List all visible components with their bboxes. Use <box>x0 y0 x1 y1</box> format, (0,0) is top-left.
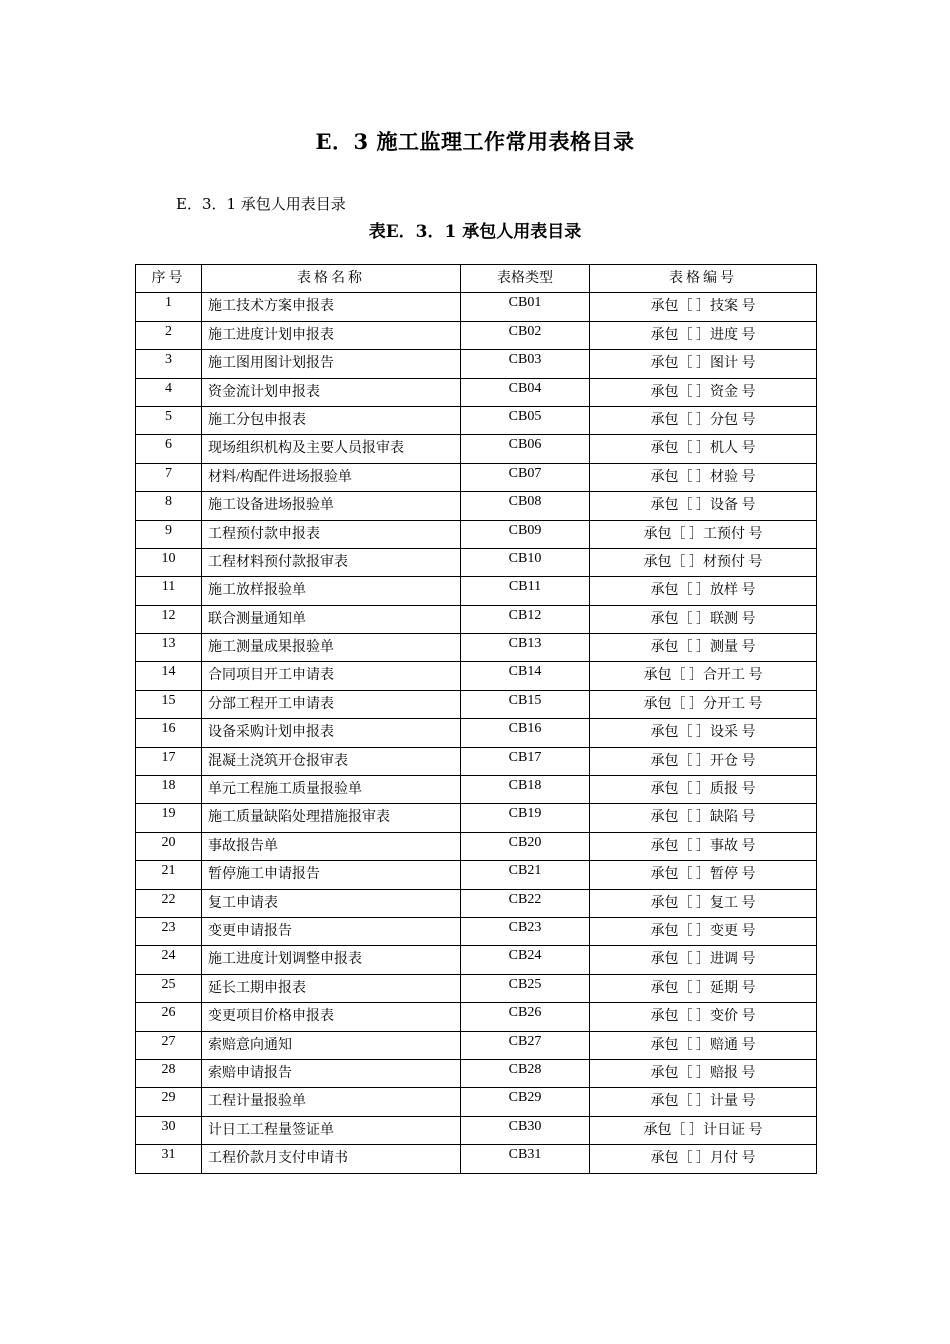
table-row <box>136 605 817 633</box>
row-serial-no: 12 <box>136 605 202 633</box>
table-row <box>136 804 817 832</box>
row-serial-no: 27 <box>136 1031 202 1059</box>
table-row <box>136 1088 817 1116</box>
row-form-type: CB17 <box>461 747 590 775</box>
row-serial-no: 2 <box>136 321 202 349</box>
row-form-code: 承包［ ］变更 号 <box>590 917 817 945</box>
table-row <box>136 463 817 491</box>
table-body <box>136 293 817 1173</box>
table-row <box>136 577 817 605</box>
row-form-code: 承包［ ］暂停 号 <box>590 861 817 889</box>
table-row <box>136 634 817 662</box>
row-form-code: 承包［ ］工预付 号 <box>590 520 817 548</box>
row-form-code: 承包［ ］进度 号 <box>590 321 817 349</box>
row-form-name: 施工分包申报表 <box>202 406 461 434</box>
document-title: E．3 施工监理工作常用表格目录 <box>315 129 635 154</box>
row-form-name: 联合测量通知单 <box>202 605 461 633</box>
row-serial-no: 3 <box>136 350 202 378</box>
header-form-type: 表格类型 <box>461 265 590 293</box>
row-form-code: 承包［ ］赔通 号 <box>590 1031 817 1059</box>
table-caption: 表E．3．1 承包人用表目录 <box>368 222 582 242</box>
table-row <box>136 520 817 548</box>
row-form-code: 承包［ ］月付 号 <box>590 1145 817 1173</box>
table-row <box>136 889 817 917</box>
header-form-name: 表格名称 <box>202 265 461 293</box>
row-form-name: 混凝土浇筑开仓报审表 <box>202 747 461 775</box>
row-form-name: 施工放样报验单 <box>202 577 461 605</box>
row-form-code: 承包［ ］合开工 号 <box>590 662 817 690</box>
row-form-name: 变更申请报告 <box>202 917 461 945</box>
row-form-type: CB18 <box>461 776 590 804</box>
header-serial-no: 序号 <box>136 265 202 293</box>
table-row <box>136 1116 817 1144</box>
row-form-code: 承包［ ］计量 号 <box>590 1088 817 1116</box>
table-row <box>136 435 817 463</box>
row-form-name: 工程材料预付款报审表 <box>202 548 461 576</box>
row-form-type: CB10 <box>461 548 590 576</box>
table-row <box>136 776 817 804</box>
row-serial-no: 26 <box>136 1003 202 1031</box>
row-form-name: 暂停施工申请报告 <box>202 861 461 889</box>
row-form-code: 承包［ ］机人 号 <box>590 435 817 463</box>
row-serial-no: 22 <box>136 889 202 917</box>
row-form-type: CB29 <box>461 1088 590 1116</box>
row-form-code: 承包［ ］质报 号 <box>590 776 817 804</box>
row-form-type: CB28 <box>461 1059 590 1087</box>
row-form-type: CB04 <box>461 378 590 406</box>
table-row <box>136 662 817 690</box>
row-form-name: 施工设备进场报验单 <box>202 492 461 520</box>
row-form-code: 承包［ ］复工 号 <box>590 889 817 917</box>
table-row <box>136 1003 817 1031</box>
table-row <box>136 917 817 945</box>
row-serial-no: 17 <box>136 747 202 775</box>
row-form-name: 合同项目开工申请表 <box>202 662 461 690</box>
row-form-code: 承包［ ］材验 号 <box>590 463 817 491</box>
row-serial-no: 13 <box>136 634 202 662</box>
row-serial-no: 7 <box>136 463 202 491</box>
row-form-code: 承包［ ］缺陷 号 <box>590 804 817 832</box>
row-form-type: CB21 <box>461 861 590 889</box>
row-form-code: 承包［ ］计日证 号 <box>590 1116 817 1144</box>
row-form-type: CB07 <box>461 463 590 491</box>
table-row <box>136 406 817 434</box>
row-serial-no: 19 <box>136 804 202 832</box>
row-form-type: CB11 <box>461 577 590 605</box>
table-row <box>136 378 817 406</box>
row-form-name: 索赔申请报告 <box>202 1059 461 1087</box>
row-serial-no: 1 <box>136 293 202 321</box>
row-serial-no: 5 <box>136 406 202 434</box>
row-serial-no: 10 <box>136 548 202 576</box>
row-form-type: CB08 <box>461 492 590 520</box>
row-form-name: 材料/构配件进场报验单 <box>202 463 461 491</box>
row-form-code: 承包［ ］开仓 号 <box>590 747 817 775</box>
row-form-code: 承包［ ］放样 号 <box>590 577 817 605</box>
row-serial-no: 14 <box>136 662 202 690</box>
forms-catalog-table <box>135 264 817 1174</box>
row-form-name: 工程价款月支付申请书 <box>202 1145 461 1173</box>
row-form-type: CB12 <box>461 605 590 633</box>
row-form-code: 承包［ ］进调 号 <box>590 946 817 974</box>
row-form-code: 承包［ ］图计 号 <box>590 350 817 378</box>
row-form-name: 复工申请表 <box>202 889 461 917</box>
row-form-name: 施工进度计划申报表 <box>202 321 461 349</box>
table-header-row <box>136 265 817 293</box>
row-serial-no: 24 <box>136 946 202 974</box>
row-form-name: 事故报告单 <box>202 832 461 860</box>
header-form-code: 表格编号 <box>590 265 817 293</box>
table-row <box>136 1031 817 1059</box>
row-form-type: CB05 <box>461 406 590 434</box>
row-serial-no: 18 <box>136 776 202 804</box>
row-serial-no: 8 <box>136 492 202 520</box>
row-form-code: 承包［ ］事故 号 <box>590 832 817 860</box>
row-form-code: 承包［ ］资金 号 <box>590 378 817 406</box>
row-form-code: 承包［ ］变价 号 <box>590 1003 817 1031</box>
row-form-type: CB27 <box>461 1031 590 1059</box>
row-serial-no: 23 <box>136 917 202 945</box>
table-row <box>136 350 817 378</box>
row-form-name: 施工技术方案申报表 <box>202 293 461 321</box>
row-form-name: 资金流计划申报表 <box>202 378 461 406</box>
row-form-name: 计日工工程量签证单 <box>202 1116 461 1144</box>
row-serial-no: 6 <box>136 435 202 463</box>
row-form-name: 设备采购计划申报表 <box>202 719 461 747</box>
row-form-name: 施工质量缺陷处理措施报审表 <box>202 804 461 832</box>
row-form-type: CB16 <box>461 719 590 747</box>
row-serial-no: 15 <box>136 690 202 718</box>
row-form-type: CB22 <box>461 889 590 917</box>
row-serial-no: 30 <box>136 1116 202 1144</box>
row-serial-no: 16 <box>136 719 202 747</box>
row-form-name: 现场组织机构及主要人员报审表 <box>202 435 461 463</box>
row-form-name: 分部工程开工申请表 <box>202 690 461 718</box>
table-row <box>136 1059 817 1087</box>
row-serial-no: 4 <box>136 378 202 406</box>
row-form-code: 承包［ ］赔报 号 <box>590 1059 817 1087</box>
row-form-type: CB13 <box>461 634 590 662</box>
row-form-type: CB01 <box>461 293 590 321</box>
row-serial-no: 28 <box>136 1059 202 1087</box>
row-form-name: 索赔意向通知 <box>202 1031 461 1059</box>
row-serial-no: 11 <box>136 577 202 605</box>
row-form-type: CB09 <box>461 520 590 548</box>
row-form-type: CB30 <box>461 1116 590 1144</box>
row-form-code: 承包［ ］延期 号 <box>590 974 817 1002</box>
table-row <box>136 321 817 349</box>
row-form-type: CB14 <box>461 662 590 690</box>
row-form-type: CB20 <box>461 832 590 860</box>
row-form-code: 承包［ ］材预付 号 <box>590 548 817 576</box>
row-form-name: 施工进度计划调整申报表 <box>202 946 461 974</box>
row-serial-no: 21 <box>136 861 202 889</box>
row-form-type: CB26 <box>461 1003 590 1031</box>
row-form-code: 承包［ ］分包 号 <box>590 406 817 434</box>
table-row <box>136 492 817 520</box>
table-row <box>136 974 817 1002</box>
row-form-type: CB24 <box>461 946 590 974</box>
row-serial-no: 20 <box>136 832 202 860</box>
row-form-type: CB06 <box>461 435 590 463</box>
row-form-code: 承包［ ］联测 号 <box>590 605 817 633</box>
row-serial-no: 29 <box>136 1088 202 1116</box>
row-form-name: 施工测量成果报验单 <box>202 634 461 662</box>
row-form-code: 承包［ ］设采 号 <box>590 719 817 747</box>
row-form-code: 承包［ ］设备 号 <box>590 492 817 520</box>
row-form-type: CB23 <box>461 917 590 945</box>
row-form-type: CB25 <box>461 974 590 1002</box>
section-heading: E．3．1 承包人用表目录 <box>176 195 346 213</box>
table-row <box>136 747 817 775</box>
row-form-name: 单元工程施工质量报验单 <box>202 776 461 804</box>
table-row <box>136 548 817 576</box>
row-form-code: 承包［ ］分开工 号 <box>590 690 817 718</box>
row-form-type: CB15 <box>461 690 590 718</box>
table-row <box>136 719 817 747</box>
table-row <box>136 861 817 889</box>
row-form-type: CB03 <box>461 350 590 378</box>
table-row <box>136 293 817 321</box>
row-form-name: 工程预付款申报表 <box>202 520 461 548</box>
row-form-code: 承包［ ］测量 号 <box>590 634 817 662</box>
row-form-name: 工程计量报验单 <box>202 1088 461 1116</box>
table-row <box>136 832 817 860</box>
row-form-name: 变更项目价格申报表 <box>202 1003 461 1031</box>
table-row <box>136 946 817 974</box>
row-form-code: 承包［ ］技案 号 <box>590 293 817 321</box>
table-row <box>136 690 817 718</box>
row-serial-no: 9 <box>136 520 202 548</box>
row-serial-no: 31 <box>136 1145 202 1173</box>
row-form-name: 延长工期申报表 <box>202 974 461 1002</box>
row-serial-no: 25 <box>136 974 202 1002</box>
row-form-type: CB31 <box>461 1145 590 1173</box>
row-form-type: CB02 <box>461 321 590 349</box>
table-row <box>136 1145 817 1173</box>
row-form-name: 施工图用图计划报告 <box>202 350 461 378</box>
row-form-type: CB19 <box>461 804 590 832</box>
